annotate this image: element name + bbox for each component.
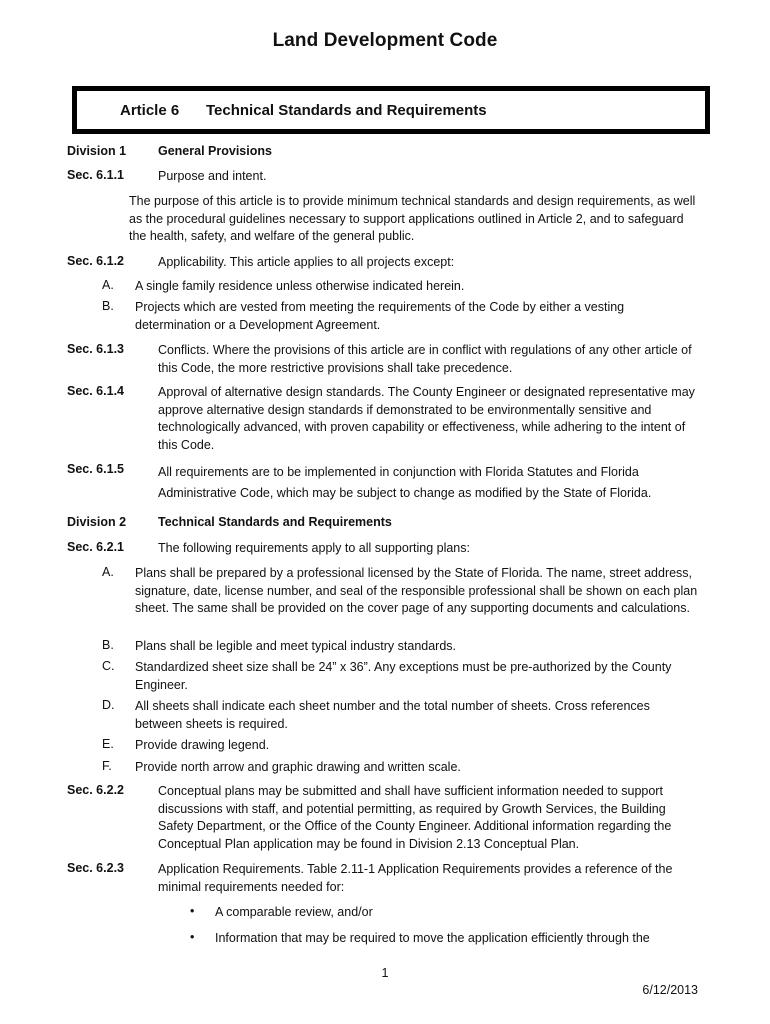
sec-6-2-1-label: Sec. 6.2.1 xyxy=(67,540,124,554)
list-item: Standardized sheet size shall be 24” x 36”. Any exceptions must be pre-authorized by the County Engineer. xyxy=(135,660,672,692)
sec-6-1-4-label: Sec. 6.1.4 xyxy=(67,384,124,398)
list-item-letter: C. xyxy=(102,659,115,673)
list-item: All sheets shall indicate each sheet number and the total number of sheets. Cross references between sheets is required. xyxy=(135,699,650,731)
sec-6-1-4-text: Approval of alternative design standards. The County Engineer or designated representative may approve alternative design standards if demonstrated to be environmentally sensitive and technologically advanced, with proven capability or effectiveness, while adhering to the intent of this Code. xyxy=(158,385,695,452)
page-date: 6/12/2013 xyxy=(642,983,698,997)
sec-6-1-1-heading: Purpose and intent. xyxy=(158,169,267,183)
list-item: Provide north arrow and graphic drawing and written scale. xyxy=(135,760,461,774)
page-title: Land Development Code xyxy=(272,30,498,51)
page-number: 1 xyxy=(381,966,389,980)
bullet-icon: • xyxy=(190,904,195,918)
list-item: Provide drawing legend. xyxy=(135,738,270,752)
list-item: A single family residence unless otherwise indicated herein. xyxy=(135,279,465,293)
sec-6-2-3-text: Application Requirements. Table 2.11-1 Application Requirements provides a reference of the minimal requirements needed for: xyxy=(158,862,673,894)
article-header-box xyxy=(72,86,710,134)
bullet-item: A comparable review, and/or xyxy=(215,905,373,919)
division-1-title: General Provisions xyxy=(158,144,272,158)
sec-6-1-3-text: Conflicts. Where the provisions of this article are in conflict with regulations of any other article of this Code, the more restrictive provisions shall take precedence. xyxy=(158,343,692,375)
sec-6-1-5-text: All requirements are to be implemented in conjunction with Florida Statutes and Florida Administrative Code, which may be subject to change as modified by the State of Florida. xyxy=(158,465,652,500)
sec-6-1-2-label: Sec. 6.1.2 xyxy=(67,254,124,268)
list-item: Plans shall be prepared by a professional licensed by the State of Florida. The name, street address, signature, date, license number, and seal of the responsible professional shall be shown on each plan sheet. The same shall be provided on the cover page of any supporting documents and calculations. xyxy=(135,566,698,615)
sec-6-2-1-text: The following requirements apply to all supporting plans: xyxy=(158,541,470,555)
list-item-letter: F. xyxy=(102,759,112,773)
sec-6-2-2-label: Sec. 6.2.2 xyxy=(67,783,124,797)
sec-6-1-5-label: Sec. 6.1.5 xyxy=(67,462,124,476)
sec-6-1-2-text: Applicability. This article applies to all projects except: xyxy=(158,255,455,269)
article-number: Article 6 xyxy=(120,102,180,119)
bullet-icon: • xyxy=(190,930,195,944)
division-2-label: Division 2 xyxy=(67,515,127,529)
division-2-title: Technical Standards and Requirements xyxy=(158,515,392,529)
list-item-letter: A. xyxy=(102,278,114,292)
list-item-letter: B. xyxy=(102,299,114,313)
list-item: Plans shall be legible and meet typical industry standards. xyxy=(135,639,457,653)
sec-6-1-1-label: Sec. 6.1.1 xyxy=(67,168,124,182)
list-item-letter: E. xyxy=(102,737,114,751)
list-item-letter: B. xyxy=(102,638,114,652)
sec-6-1-3-label: Sec. 6.1.3 xyxy=(67,342,124,356)
sec-6-2-3-label: Sec. 6.2.3 xyxy=(67,861,124,875)
sec-6-2-2-text: Conceptual plans may be submitted and shall have sufficient information needed to support discussions with staff, and potential permitting, as required by Growth Services, the Building Safety Department, or the Office of the County Engineer. Additional information regarding the Conceptual Plan application may be found in Division 2.13 Conceptual Plan. xyxy=(158,784,672,851)
list-item: Projects which are vested from meeting the requirements of the Code by either a vesting determination or a Development Agreement. xyxy=(135,300,625,332)
article-title: Technical Standards and Requirements xyxy=(206,102,487,119)
list-item-letter: A. xyxy=(102,565,114,579)
list-item-letter: D. xyxy=(102,698,115,712)
division-1-label: Division 1 xyxy=(67,144,127,158)
bullet-item: Information that may be required to move the application efficiently through the xyxy=(215,931,650,945)
sec-6-1-1-paragraph: The purpose of this article is to provide minimum technical standards and design requirements, as well as the procedural guidelines necessary to support applications outlined in Article 2, and to safeguard the health, safety, and welfare of the general public. xyxy=(129,194,696,243)
